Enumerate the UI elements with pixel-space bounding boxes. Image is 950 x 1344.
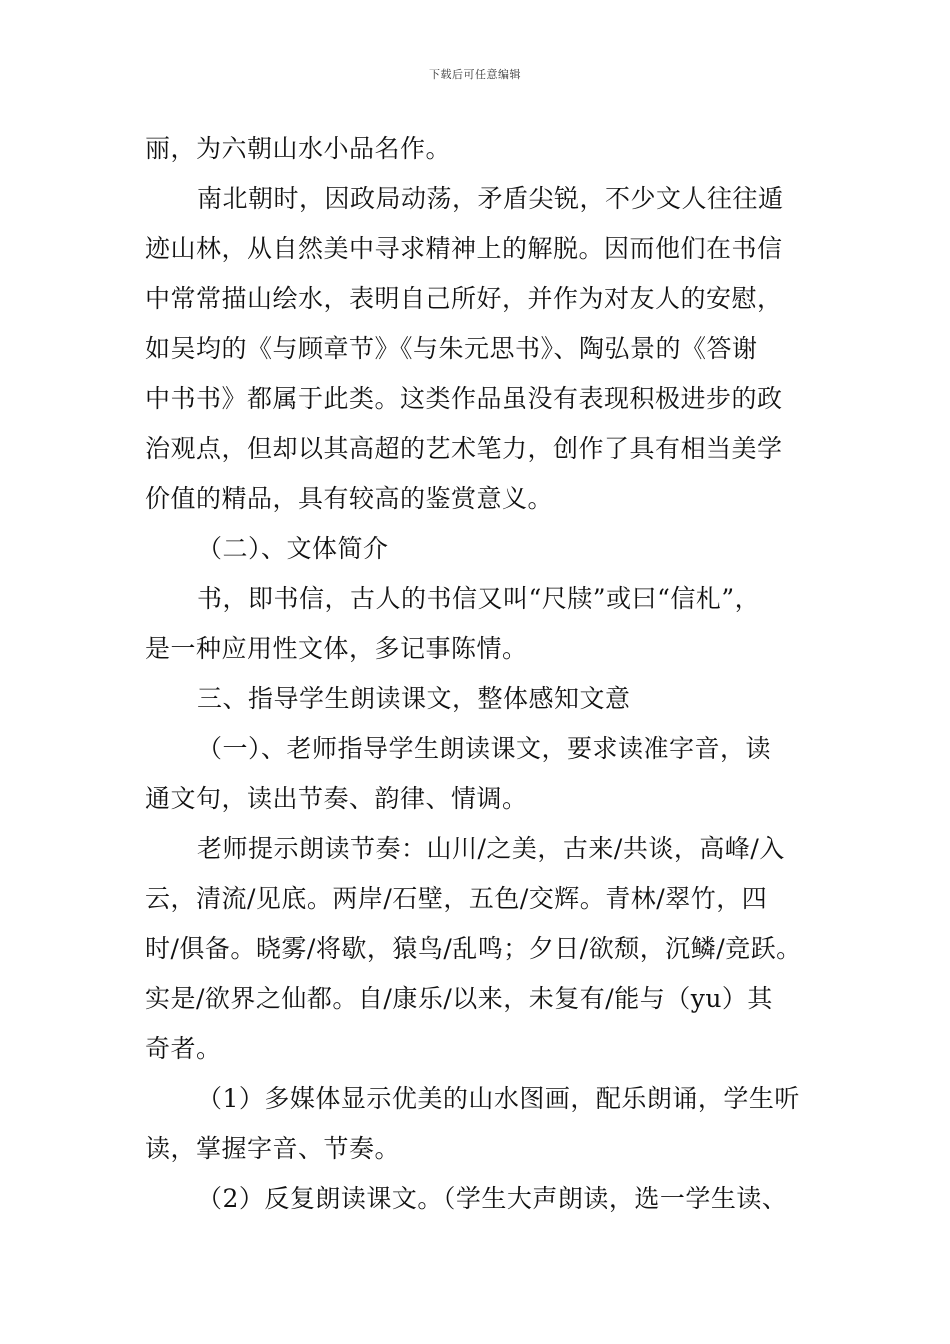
text-line: 实是/欲界之仙都。自/康乐/以来，未复有/能与（yu）其 [145, 984, 773, 1013]
text-line: 通文句，读出节奏、韵律、情调。 [145, 784, 528, 813]
text-line: 价值的精品，具有较高的鉴赏意义。 [145, 484, 554, 513]
text-line: 时/俱备。晓雾/将歇，猿鸟/乱鸣；夕日/欲颓，沉鳞/竞跃。 [145, 934, 802, 963]
text-line: 治观点，但却以其高超的艺术笔力，创作了具有相当美学 [145, 434, 783, 463]
text-line: 如吴均的《与顾章节》《与朱元思书》、陶弘景的《答谢 [145, 334, 758, 363]
text-line: 丽，为六朝山水小品名作。 [145, 134, 452, 163]
section-heading: 三、指导学生朗读课文，整体感知文意 [197, 684, 631, 713]
text-line: 奇者。 [145, 1034, 222, 1063]
text-line: 书，即书信，古人的书信又叫“尺牍”或曰“信札”， [197, 584, 761, 613]
text-line: （2）反复朗读课文。（学生大声朗读，选一学生读、 [197, 1184, 788, 1213]
text-line: 南北朝时，因政局动荡，矛盾尖锐，不少文人往往遁 [197, 184, 784, 213]
text-line: 云，清流/见底。两岸/石壁，五色/交辉。青林/翠竹，四 [145, 884, 768, 913]
page-header: 下载后可任意编辑 [429, 68, 521, 81]
section-heading: （二）、文体简介 [197, 534, 389, 563]
text-line: （一）、老师指导学生朗读课文，要求读准字音，读 [197, 734, 772, 763]
text-line: （1）多媒体显示优美的山水图画，配乐朗诵，学生听 [197, 1084, 800, 1113]
text-line: 读，掌握字音、节奏。 [145, 1134, 401, 1163]
text-line: 中书书》都属于此类。这类作品虽没有表现积极进步的政 [145, 384, 783, 413]
text-line: 中常常描山绘水，表明自己所好，并作为对友人的安慰， [145, 284, 783, 313]
text-line: 迹山林，从自然美中寻求精神上的解脱。因而他们在书信 [145, 234, 783, 263]
text-line: 是一种应用性文体，多记事陈情。 [145, 634, 528, 663]
text-line: 老师提示朗读节奏：山川/之美，古来/共谈，高峰/入 [197, 834, 785, 863]
